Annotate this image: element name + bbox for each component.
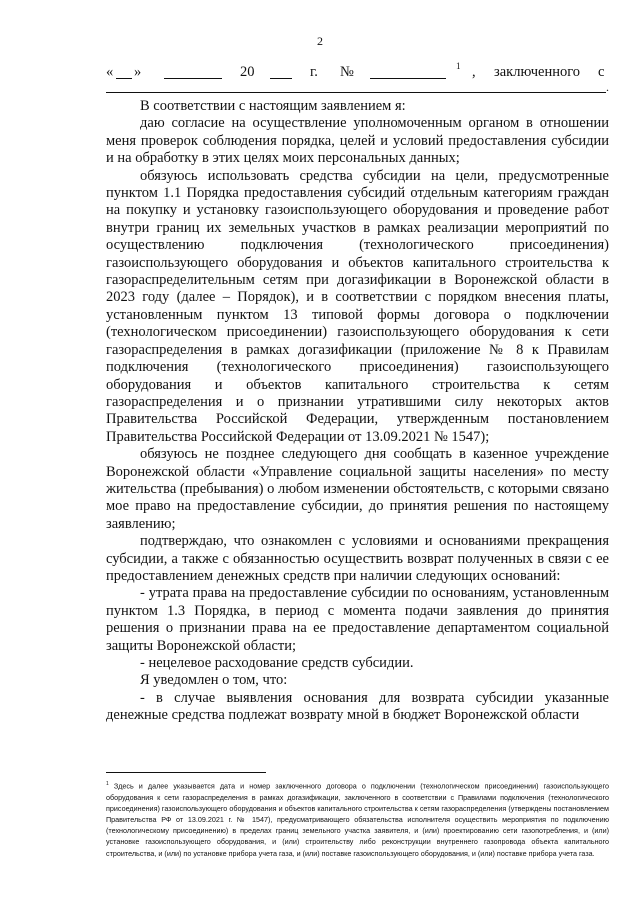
paragraph-refund: - в случае выявления основания для возврата субсидии указанные денежные средства подлежат возврату мной в бюджет Воронежской области <box>106 689 609 724</box>
concluded-word: заключенного <box>494 64 581 80</box>
year-suffix: г. <box>310 64 318 80</box>
day-blank <box>116 64 132 79</box>
quote-open: « <box>106 64 114 80</box>
statement-body <box>106 98 609 725</box>
header-comma: , <box>472 64 476 80</box>
footnote-mark: 1 <box>456 61 461 71</box>
rule-period: . <box>606 80 609 94</box>
paragraph-acknowledge: подтверждаю, что ознакомлен с условиями и основаниями прекращения субсидии, а также с обязанностью осуществить возврат полученных в связи с ее предоставлением денежных средств при наличии следующих оснований: <box>106 533 609 584</box>
year-blank <box>270 64 292 79</box>
footnote <box>106 779 609 859</box>
with-word: с <box>598 64 605 80</box>
paragraph-consent: даю согласие на осуществление уполномоченным органом в отношении меня проверок соблюдения порядка, целей и условий предоставления субсидии и на обработку в этих целях моих персональных данных; <box>106 115 609 167</box>
paragraph-use-funds: обязуюсь использовать средства субсидии на цели, предусмотренные пунктом 1.1 Порядка предоставления субсидий отдельным категориям граждан на покупку и установку газоиспользующего оборудования и проведение работ внутри границ их земельных участков в рамках реализации мероприятий по осуществлению подключения (технологического присоединения) газоиспользующего оборудования и объектов капитального строительства к газораспределительным сетям при догазификации в Воронежской области в 2023 году (далее – Порядок), и в соответствии с порядком внесения платы, установленным пунктом 13 типовой формы договора о подключении (технологическом присоединении) газоиспользующего оборудования к сети газораспределения в рамках догазификации (приложение № 8 к Правилам подключения (технологического присоединения) газоиспользующего оборудования и объектов капитального строительства к сетям газораспределения и о признании утратившими силу некоторых актов Правительства Российской Федерации, утвержденным постановлением Правительства Российской Федерации от 13.09.2021 № 1547); <box>106 167 609 445</box>
quote-close: » <box>134 64 142 80</box>
paragraph-intro: В соответствии с настоящим заявлением я: <box>140 98 406 114</box>
footnote-text: Здесь и далее указывается дата и номер заключенного договора о подключении (технологическом присоединении) газоиспользующего оборудования к сети газораспределения в рамках догазификации, заключенного в соответствии с Правилами подключения (технологического присоединения) газоиспользующего оборудования и объектов капитального строительства к сетям газораспределения (утверждены постановлением Правительства РФ от 13.09.2021 г. № 1547), предусматривающего обязательства исполнителя осуществить мероприятия по подключению (технологическому присоединению) в пределах границ земельного участка заявителя, и (или) проектированию сети газопотребления, и (или) установке газоиспользующего оборудования, и (или) строительству либо реконструкции внутреннего газопровода объекта капитального строительства, и (или) по установке прибора учета газа, и (или) поставке газоиспользующего оборудования, и (или) поставке прибора учета газа. <box>106 781 609 858</box>
paragraph-notified: Я уведомлен о том, что: <box>140 672 288 689</box>
paragraph-loss-of-right: - утрата права на предоставление субсидии по основаниям, установленным пунктом 1.3 Порядка, в период с момента подачи заявления до принятия решения о признании права на ее предоставление департаментом социальной защиты Воронежской области; <box>106 585 609 654</box>
number-blank <box>370 64 446 79</box>
year-prefix: 20 <box>240 64 255 80</box>
footnote-separator <box>106 772 266 773</box>
paragraph-notify: обязуюсь не позднее следующего дня сообщать в казенное учреждение Воронежской области «Управление социальной защиты населения» по месту жительства (пребывания) о любом изменении обстоятельств, с которыми связано мое право на предоставление субсидии, до принятия решения по настоящему заявлению; <box>106 446 609 532</box>
fill-in-rule <box>106 92 606 93</box>
page-number: 2 <box>317 34 323 48</box>
footnote-number: 1 <box>106 781 109 787</box>
month-blank <box>164 64 222 79</box>
paragraph-misuse: - нецелевое расходование средств субсидии. <box>140 655 414 671</box>
number-sign: № <box>340 64 354 80</box>
